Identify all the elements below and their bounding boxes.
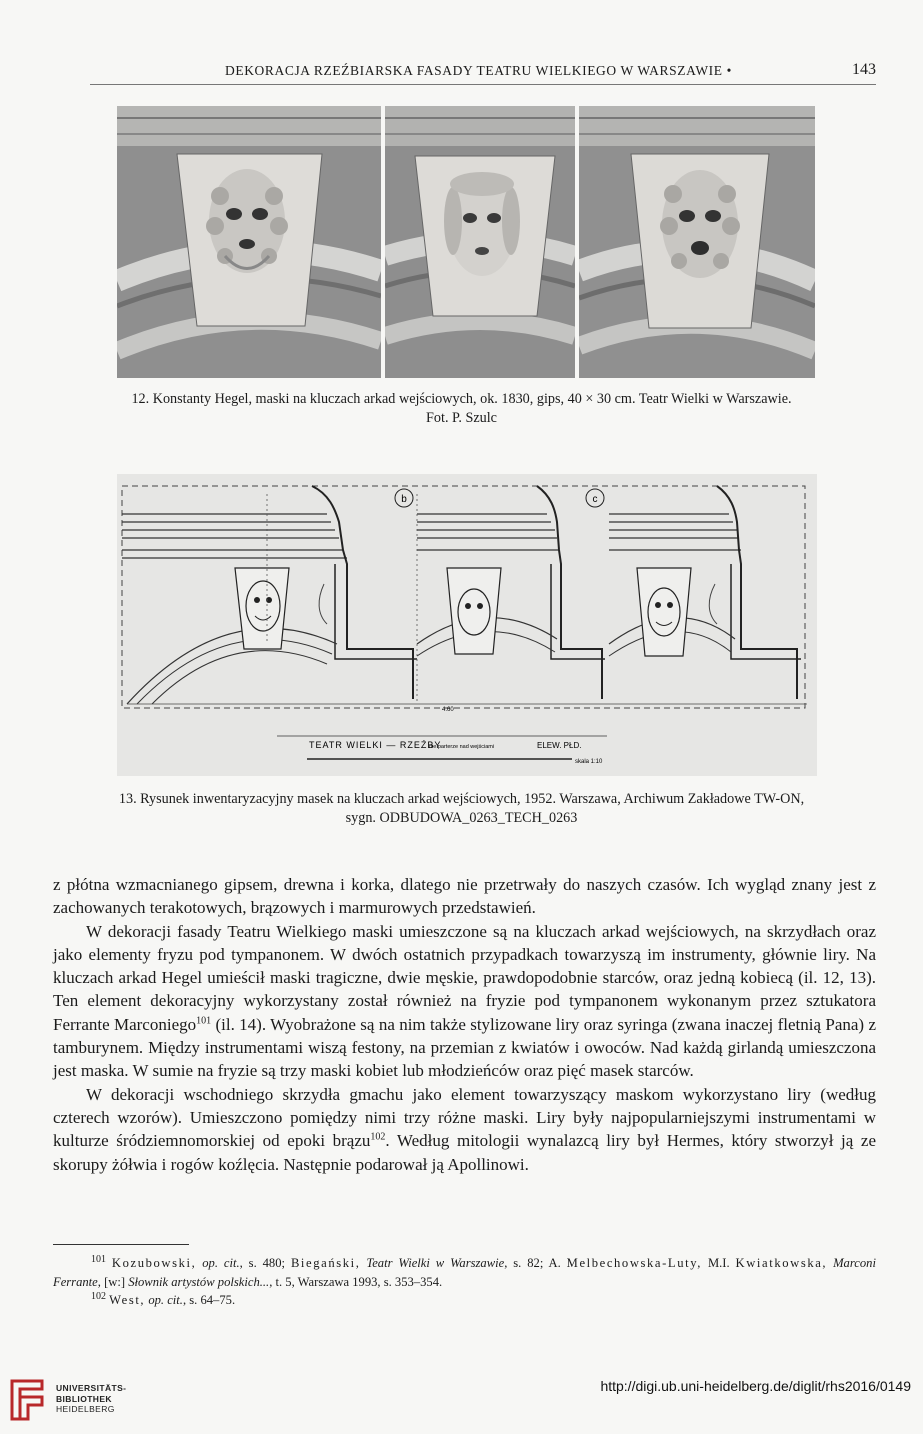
figure-12-photos (117, 106, 815, 378)
drawing-label-c: c (592, 494, 598, 505)
drawing-label-b: b (401, 494, 407, 505)
footnotes (53, 1254, 876, 1310)
page-number: 143 (852, 61, 876, 78)
figure-12-caption-line1: 12. Konstanty Hegel, maski na kluczach arkad wejściowych, ok. 1830, gips, 40 × 30 cm. Teatr Wielki w Warszawie. (131, 391, 792, 407)
photo-mask-old-man-left (117, 106, 381, 378)
paragraph-3: W dekoracji wschodniego skrzydła gmachu jako element towarzyszący maskom wykorzystano liry (według czterech wzorów). Umieszczono pomiędzy nimi trzy różne maski. Liry były najpopularniejszymi instrumentami w kulturze śródziemnomorskiej od epoki brązu$^{102}$. Według mitologii wynalazcą liry był Hermes, który stworzył ją ze skorupy żółwia i rogów koźlęcia. Następnie podarował ją Apollinowi. (53, 1084, 876, 1174)
body-text (53, 873, 876, 1176)
logo-line-1: UNIVERSITÄTS- (56, 1383, 127, 1393)
figure-13-caption-line1: 13. Rysunek inwentaryzacyjny masek na kluczach arkad wejściowych, 1952. Warszawa, Archiwum Zakładowe TW-ON, (118, 791, 805, 807)
drawing-dim-bottom: 4.60 (442, 707, 454, 713)
figure-12-caption-line2: Fot. P. Szulc (426, 410, 497, 426)
footnote-ref-101[interactable]: 101 (196, 1015, 212, 1027)
logo-line-3: HEIDELBERG (56, 1404, 115, 1414)
footnote-ref-102[interactable]: 102 (370, 1131, 386, 1143)
logo-line-2: BIBLIOTHEK (56, 1393, 112, 1404)
paragraph-1: z płótna wzmacnianego gipsem, drewna i korka, dlatego nie przetrwały do naszych czasów. Ich wygląd znany jest z zachowanych terakotowych, brązowych i marmurowych przedstawień. (53, 875, 876, 918)
footnote-101: $^{101}$ Kozubowski, op. cit., s. 480; Biegański, Teatr Wielki w Warszawie, s. 82; A. Melbechowska-Luty, M.I. Kwiatkowska, Marconi Ferrante, [w:] Słownik artystów polskich..., t. 5, Warszawa 1993, s. 353–354. (53, 1253, 876, 1289)
figure-12-caption (60, 390, 863, 428)
drawing-scale: skala 1:10 (575, 759, 603, 765)
footnote-separator (53, 1244, 189, 1245)
photo-mask-old-man-right (579, 106, 815, 378)
source-url-link[interactable]: http://digi.ub.uni-heidelberg.de/diglit/rhs2016/0149 (600, 1378, 911, 1394)
footnote-102: $^{102}$ West, op. cit., s. 64–75. (91, 1290, 236, 1307)
library-emblem-icon (8, 1375, 48, 1421)
running-title: DEKORACJA RZEŹBIARSKA FASADY TEATRU WIELKIEGO W WARSZAWIE • (225, 63, 732, 78)
figure-13-drawing (117, 474, 817, 776)
running-head (90, 60, 876, 85)
drawing-title-block: TEATR WIELKI — RZEŹBY (309, 740, 442, 750)
drawing-title-small: nie parterze nad wejściami (429, 744, 495, 750)
photo-mask-woman-center (385, 106, 575, 378)
figure-13-caption (60, 790, 863, 828)
paragraph-2: W dekoracji fasady Teatru Wielkiego maski umieszczone są na kluczach arkad wejściowych, na skrzydłach oraz jako elementy fryzu pod tympanonem. W dwóch ostatnich przypadkach towarzyszą im instrumenty, głównie liry. Na kluczach arkad Hegel umieścił maski tragiczne, dwie męskie, prawdopodobnie starców, oraz jedną kobiecą (il. 12, 13). Ten element dekoracyjny wykorzystany został również na fryzie pod tympanonem wykonanym przez sztukatora Ferrante Marconiego$^{101}$ (il. 14). Wyobrażone są na nim także stylizowane liry oraz syringa (zwana inaczej fletnią Pana) z tamburynem. Między instrumentami wiszą festony, na przemian z kwiatów i owoców. Nad każdą girlandą umieszczona jest maska. W sumie na fryzie są trzy maski kobiet lub młodzieńców oraz pięć masek starców. (53, 921, 876, 1081)
library-logo[interactable] (8, 1375, 168, 1425)
figure-13-caption-line2: sygn. ODBUDOWA_0263_TECH_0263 (345, 810, 578, 826)
drawing-title-right: ELEW. PŁD. (537, 741, 582, 750)
